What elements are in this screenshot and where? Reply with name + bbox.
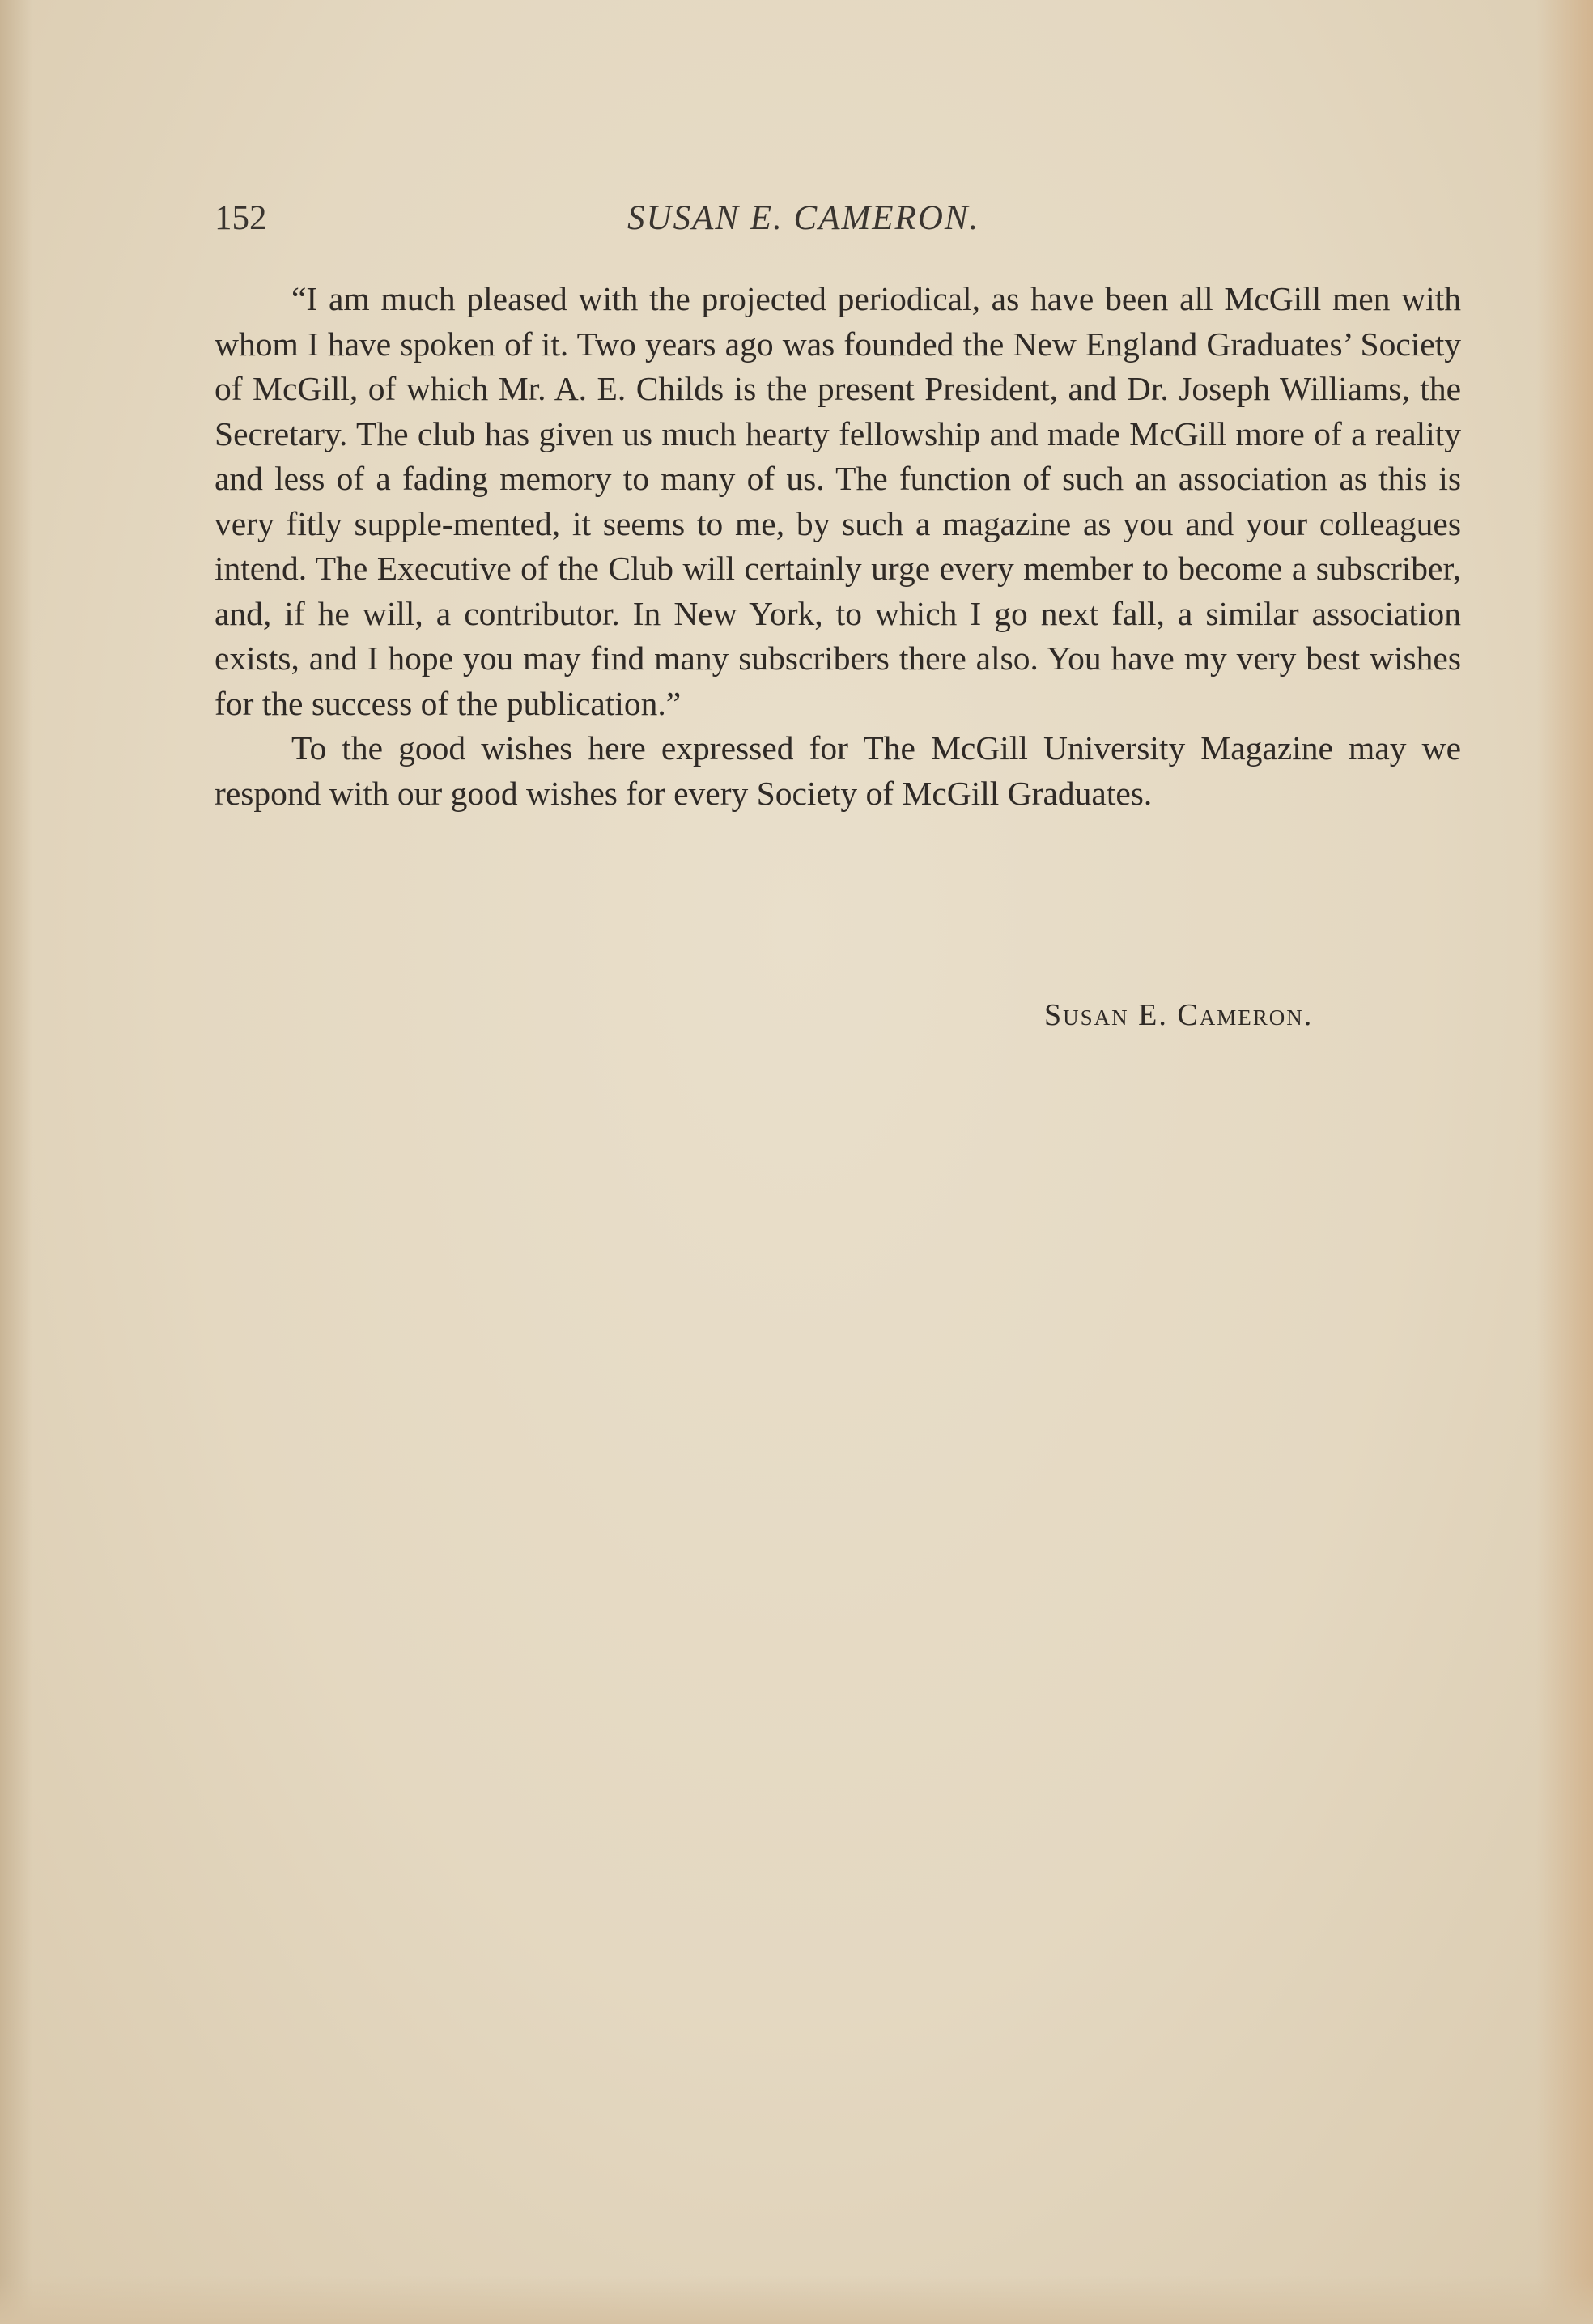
running-head: SUSAN E. CAMERON. xyxy=(627,199,980,237)
page-header xyxy=(215,198,1461,247)
paragraph-quote: “I am much pleased with the projected periodical, as have been all McGill men with whom I have spoken of it. Two years ago was founded the New England Graduates’ Society of McGill, of which Mr. A. E. Childs is the present President, and Dr. Joseph Williams, the Secretary. The club has given us much hearty fellowship and made McGill more of a reality and less of a fading memory to many of us. The function of such an association as this is very fitly supple-mented, it seems to me, by such a magazine as you and your colleagues intend. The Executive of the Club will certainly urge every member to become a subscriber, and, if he will, a contributor. In New York, to which I go next fall, a similar association exists, and I hope you may find many subscribers there also. You have my very best wishes for the success of the publication.” xyxy=(215,280,1461,722)
page-edge-shadow-left xyxy=(0,0,32,2324)
page-edge-shadow-bottom xyxy=(0,2275,1593,2324)
author-signature: Susan E. Cameron. xyxy=(1044,998,1314,1032)
paragraph-closing: To the good wishes here expressed for The McGill University Magazine may we respond with our good wishes for every Society of McGill Graduates. xyxy=(215,729,1461,812)
page-number: 152 xyxy=(215,199,267,237)
page-edge-shadow-right xyxy=(1536,0,1593,2324)
body-text xyxy=(215,277,1461,816)
